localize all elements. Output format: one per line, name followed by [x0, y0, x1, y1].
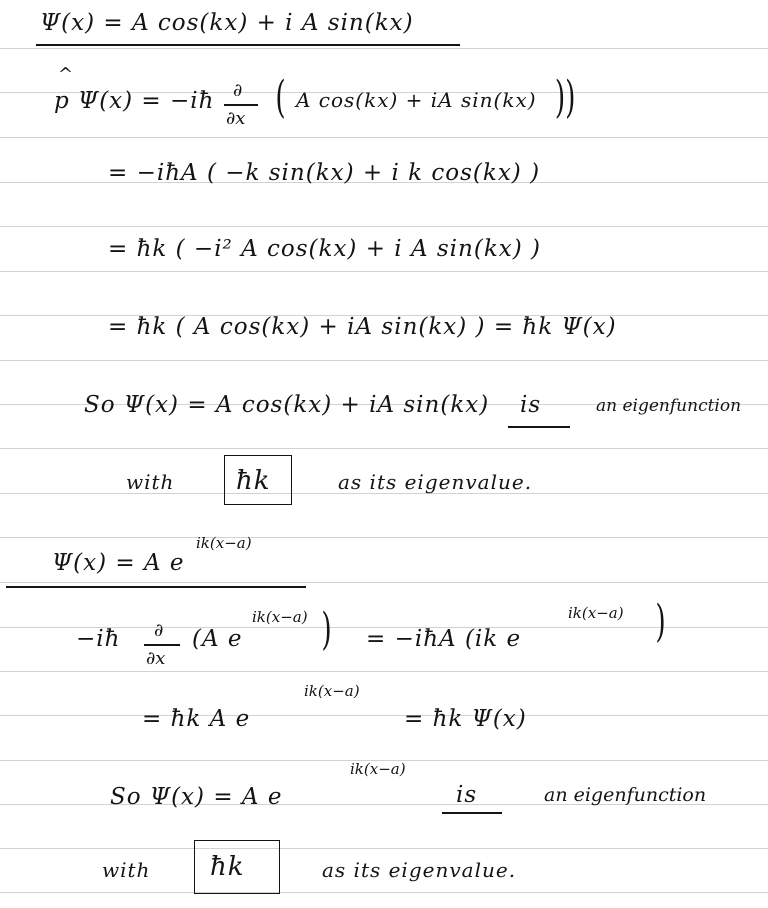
part2-line2-result: = ħk Ψ(x) [404, 706, 527, 732]
part2-line1-term: (A e [192, 626, 243, 652]
right-paren: ) [655, 596, 666, 647]
part2-line1-result: = −iħA (ik e [366, 626, 522, 652]
rule-line [0, 892, 768, 893]
rule-line [0, 582, 768, 583]
rule-line [0, 448, 768, 449]
part2-line2: = ħk A e [142, 706, 251, 732]
part1-with: with [126, 470, 175, 494]
part2-line1-exponent: ik(x−a) [252, 608, 308, 626]
right-paren: ) [321, 604, 332, 655]
part1-frac-numerator: ∂ [233, 80, 243, 101]
part1-eigenfunction: an eigenfunction [596, 396, 742, 416]
part2-line1-operator: −iħ [76, 626, 121, 652]
rule-line [0, 226, 768, 227]
part1-eigenvalue: ħk [236, 466, 271, 496]
rule-line [0, 848, 768, 849]
rule-line [0, 360, 768, 361]
part2-frac-numerator: ∂ [154, 620, 164, 641]
part2-eigenvalue: ħk [210, 852, 245, 882]
part1-heading-underline [36, 44, 460, 46]
part1-frac-denominator: ∂x [226, 108, 246, 129]
rule-line [0, 715, 768, 716]
part1-line1-operator: p Ψ(x) = −iħ [54, 88, 215, 114]
part2-line2-exponent: ik(x−a) [304, 682, 360, 700]
rule-line [0, 537, 768, 538]
part1-conclusion: So Ψ(x) = A cos(kx) + iA sin(kx) [84, 392, 490, 418]
part2-is: is [456, 782, 478, 808]
rule-line [0, 271, 768, 272]
part1-line3: = ħk ( −i² A cos(kx) + i A sin(kx) ) [108, 236, 541, 262]
part1-is-underline [508, 426, 570, 428]
part2-line1-result-exponent: ik(x−a) [568, 604, 624, 622]
part1-is: is [520, 392, 542, 418]
left-paren: ( [275, 72, 286, 123]
part2-eigenfunction: an eigenfunction [544, 784, 707, 806]
part2-with: with [102, 858, 151, 882]
part1-line1-argument: A cos(kx) + iA sin(kx) [296, 88, 537, 112]
part2-conclusion: So Ψ(x) = A e [110, 784, 283, 810]
momentum-hat: ^ [58, 64, 74, 85]
part1-tail: as its eigenvalue. [338, 470, 533, 494]
part1-heading: Ψ(x) = A cos(kx) + i A sin(kx) [40, 10, 414, 36]
part2-tail: as its eigenvalue. [322, 858, 517, 882]
part1-line4: = ħk ( A cos(kx) + iA sin(kx) ) = ħk Ψ(x) [108, 314, 617, 340]
part2-heading-underline [6, 586, 306, 588]
rule-line [0, 48, 768, 49]
part2-heading: Ψ(x) = A e [52, 550, 185, 576]
part1-line2: = −iħA ( −k sin(kx) + i k cos(kx) ) [108, 160, 541, 186]
part2-frac-bar [144, 644, 180, 646]
rule-line [0, 137, 768, 138]
rule-line [0, 671, 768, 672]
part2-frac-denominator: ∂x [146, 648, 166, 669]
part2-heading-exponent: ik(x−a) [196, 534, 252, 552]
part1-frac-bar [224, 104, 258, 106]
part2-is-underline [442, 812, 502, 814]
part2-conclusion-exponent: ik(x−a) [350, 760, 406, 778]
right-paren: )) [554, 72, 576, 123]
